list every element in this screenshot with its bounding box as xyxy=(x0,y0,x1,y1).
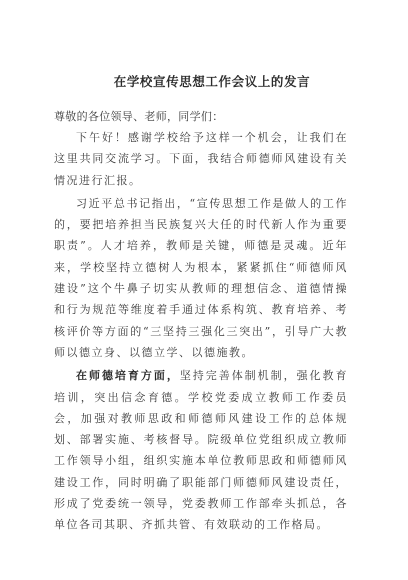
paragraph-quote xyxy=(54,193,348,363)
paragraph-text: 坚持完善体制机制，强化教育培训，突出信念育德。学校党委成立教师工作委员会，加强对教师思政和师德师风建设工作的总体规划、部署实施、考核督导。院级单位党组织成立教师工作领导小组，组织实施本单位教师思政和师德师风建设工作，同时明确了职能部门师德师风建设责任，形成了党委统一领导，党委教师工作部牵头抓总，各单位各司其职、齐抓共管、有效联动的工作格局。 xyxy=(54,369,349,532)
salutation: 尊敬的各位领导、老师，同学们： xyxy=(54,110,224,123)
document-title: 在学校宣传思想工作会议上的发言 xyxy=(113,74,311,89)
paragraph-text: 习近平总书记指出，“宣传思想工作是做人的工作的，要把培养担当民族复兴大任的时代新人作为重要职责”。人才培养，教师是关键，师德是灵魂。近年来，学校坚持立德树人为根本，紧紧抓住“师德师风建设”这个牛鼻子切实从教师的理想信念、道德情操和行为规范等维度着手通过体系构筑、教育培养、考核评价等方面的“三坚持三强化三突出”，引导广大教师以德立身、以德立学、以德施教。 xyxy=(54,196,348,359)
paragraph-cultivation xyxy=(54,365,348,535)
paragraph-text: 下午好！感谢学校给予这样一个机会，让我们在这里共同交流学习。下面，我结合师德师风建设有关情况进行汇报。 xyxy=(54,131,348,187)
paragraph-lead: 在师德培育方面， xyxy=(76,369,180,383)
paragraph-greeting xyxy=(54,127,348,191)
